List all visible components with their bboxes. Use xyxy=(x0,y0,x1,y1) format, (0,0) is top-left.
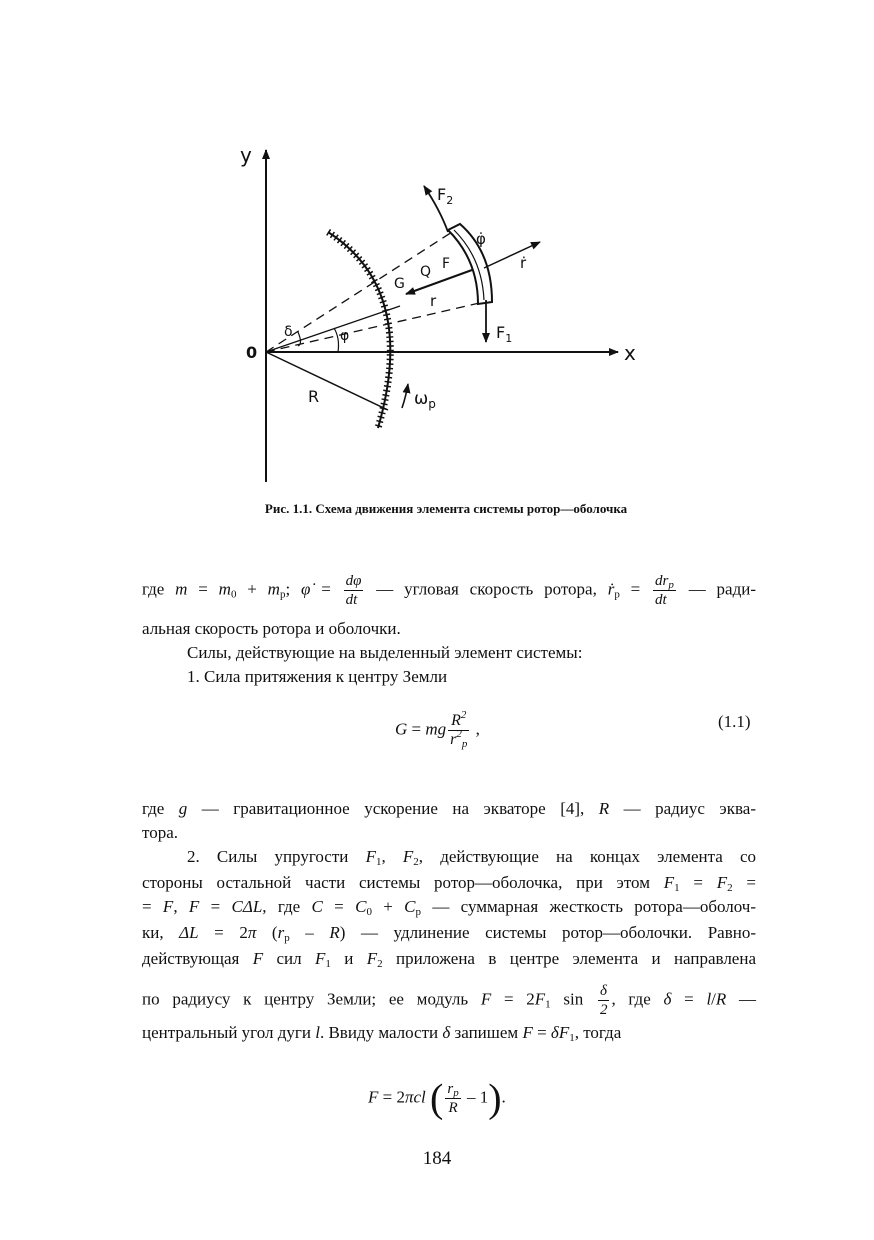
text-line-3: Силы, действующие на выделенный элемент системы: xyxy=(187,643,583,662)
omega-label: $\omega_р$ xyxy=(414,389,436,411)
F2-label: $F_2$ xyxy=(437,185,454,207)
text-line-8: стороны остальной части системы ротор—оболочка, при этом $F_1 = F_2$ = xyxy=(142,873,756,894)
delta-label: δ xyxy=(284,324,293,340)
text-line-9: = F, F = CΔL, где $C = C_0 + C_р$ — суммарная жесткость ротора—оболоч- xyxy=(142,897,757,918)
x-axis-label: x xyxy=(624,341,636,365)
F1-label: $F_1$ xyxy=(496,323,513,345)
text-line-10: ки, ΔL = 2π $(r_р - R)$ — удлинение системы ротор—оболочки. Равно- xyxy=(142,923,756,944)
text-line-5: где g — гравитационное ускорение на экваторе [4], R — радиус эква- xyxy=(142,799,756,818)
phi-label: φ xyxy=(340,328,350,344)
radius-line xyxy=(266,352,388,410)
text-line-7: 2. Силы упругости $F_1$, $F_2$, действующие на концах элемента со xyxy=(187,847,757,868)
phi-angle-arc xyxy=(334,328,339,352)
dashed-ray-lower xyxy=(266,302,484,352)
figure-caption: Рис. 1.1. Схема движения элемента системы ротор—оболочка xyxy=(264,501,628,516)
text-line-1: где $m = m_0 + m_р$; φ̇ = $\frac{d\varphi}{dt}$ — угловая скорость ротора, ṙ$_р$ = $\frac{dr_р}{dt}$ — ради- xyxy=(142,573,756,608)
Q-vector-label: Q xyxy=(420,264,432,280)
r-vector-arrow xyxy=(406,270,472,294)
text-line-13: центральный угол дуги l. Ввиду малости δ запишем $F = \delta F_1$, тогда xyxy=(142,1023,622,1044)
fraction-delta-2: $\frac{\delta}{2}$ xyxy=(599,983,608,1018)
origin-label: 0 xyxy=(246,343,258,362)
text-line-4: 1. Сила притяжения к центру Земли xyxy=(187,667,448,686)
r-dot-label: ṙ xyxy=(520,254,527,272)
equation-number-1-1: (1.1) xyxy=(718,712,751,731)
figure-rotor-shell-diagram xyxy=(0,0,874,500)
page-number: 184 xyxy=(422,1148,452,1169)
radius-label: R xyxy=(308,387,320,406)
equation-F-final: F = 2πcl ( $\frac{r_р}{R}$ – 1). xyxy=(368,1075,506,1121)
text-line-6: тора. xyxy=(142,823,179,842)
G-vector-label: G xyxy=(394,276,405,292)
r-dot-arrow xyxy=(484,242,540,268)
fraction-drp-dt: $\frac{dr_р}{dt}$ xyxy=(655,573,674,608)
text-line-12: по радиусу к центру Земли; ее модуль $F = 2F_1$ sin $\frac{\delta}{2}$ , где δ = l/R — xyxy=(142,983,757,1018)
fraction-dphi-dt: $\frac{d\varphi}{dt}$ xyxy=(345,573,362,608)
text-line-2: альная скорость ротора и оболочки. xyxy=(142,619,401,638)
text-line-11: действующая F сил $F_1$ и $F_2$ приложена в центре элемента и направлена xyxy=(142,949,756,970)
F-vector-label: F xyxy=(442,256,451,272)
equation-1-1: G = mg $\frac{R^2}{r^2_р}$ , xyxy=(395,709,480,750)
y-axis-label: y xyxy=(240,143,252,167)
dashed-ray-upper xyxy=(266,232,452,352)
omega-rotation-arrow xyxy=(402,384,408,408)
r-vector-label: r xyxy=(430,292,437,310)
phi-dot-label: φ̇ xyxy=(476,230,486,248)
